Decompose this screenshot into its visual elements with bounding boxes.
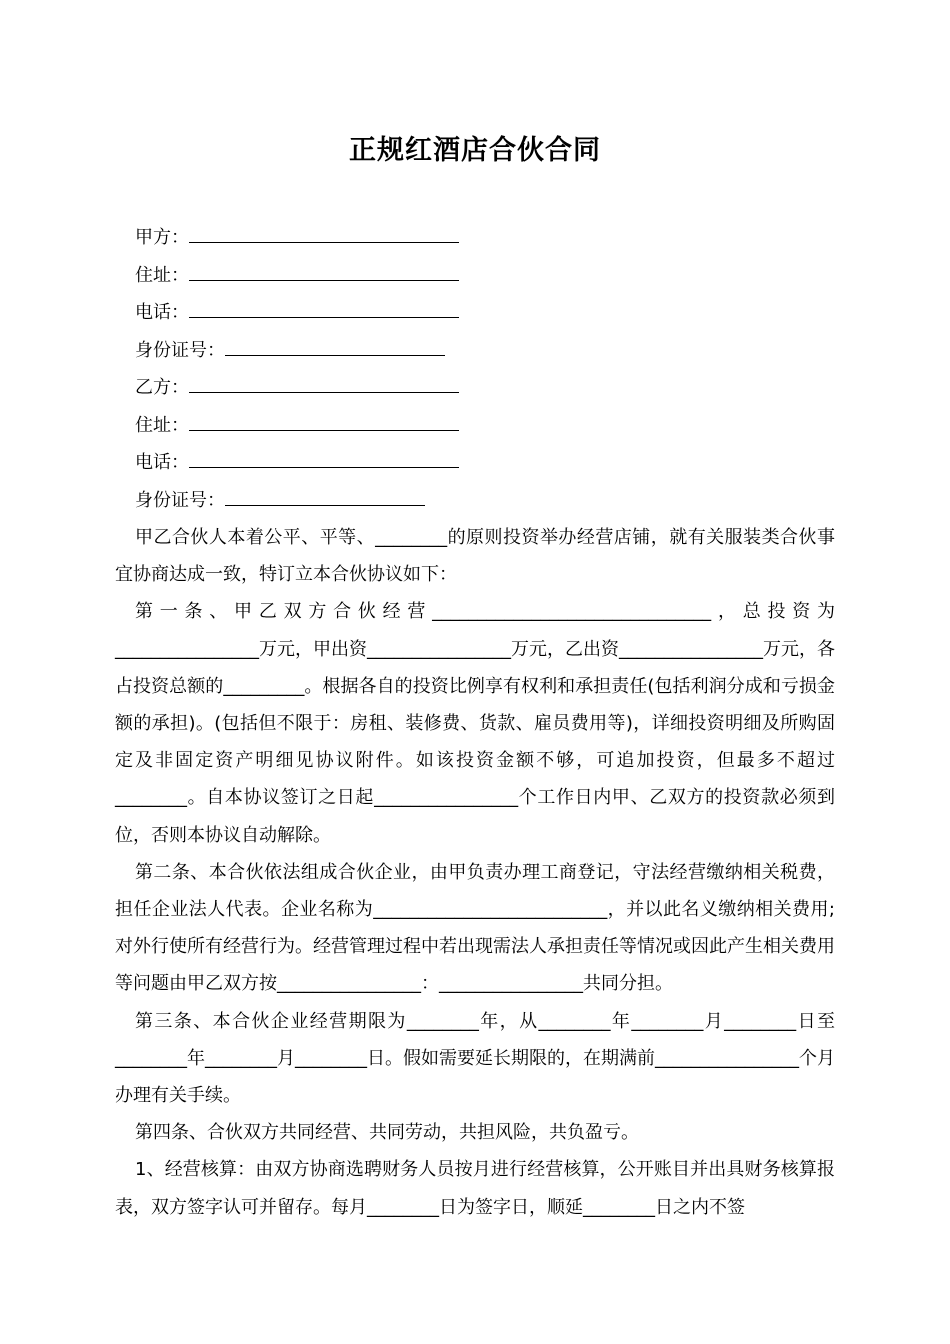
field-label: 住址： xyxy=(135,414,189,436)
field-label: 电话： xyxy=(135,452,189,473)
field-label: 电话： xyxy=(135,302,189,323)
field-label: 乙方： xyxy=(135,377,189,398)
field-label: 甲方： xyxy=(135,227,189,248)
article-4-item-1-paragraph: 1、经营核算：由双方协商选聘财务人员按月进行经营核算，公开账目并出具财务核算报表，双方签字认可并留存。每月________日为签字日，顺延________日之内不签 xyxy=(115,1159,835,1218)
field-label: 身份证号： xyxy=(135,489,225,511)
article-2-paragraph: 第二条、本合伙依法组成合伙企业，由甲负责办理工商登记，守法经营缴纳相关税费，担任企业法人代表。企业名称为__________________________，并以此名义缴纳相关费用;对外行使所有经营行为。经营管理过程中若出现需法人承担责任等情况或因此产生相关费用等问题由甲乙双方按________________：________________共同分担。 xyxy=(115,861,835,995)
blank-line xyxy=(225,338,445,356)
party-b-name-field xyxy=(135,373,835,411)
party-a-phone-field xyxy=(135,298,835,336)
blank-line xyxy=(189,263,459,281)
party-a-name-field xyxy=(135,223,835,261)
field-label: 住址： xyxy=(135,264,189,286)
article-3-paragraph: 第三条、本合伙企业经营期限为________年，从________年________月________日至________年________月________日。假如需要延长期限的，在期满前________________个月办理有关手续。 xyxy=(115,1010,835,1107)
blank-line xyxy=(189,413,459,431)
blank-line xyxy=(189,375,459,393)
blank-line xyxy=(189,300,459,318)
contract-body xyxy=(115,519,835,1226)
article-1-paragraph: 第一条、甲乙双方合伙经营_______________________________，总投资为________________万元，甲出资________________万元，乙出资________________万元，各占投资总额的_________。根据各自的投资比例享有权利和承担责任(包括利润分成和亏损金额的承担)。(包括但不限于：房租、装修费、货款、雇员费用等)，详细投资明细及所购固定及非固定资产明细见协议附件。如该投资金额不够，可追加投资，但最多不超过________。自本协议签订之日起________________个工作日内甲、乙双方的投资款必须到位，否则本协议自动解除。 xyxy=(115,601,835,846)
party-a-id-field xyxy=(135,336,835,374)
field-label: 身份证号： xyxy=(135,339,225,361)
blank-line xyxy=(189,225,459,243)
blank-line xyxy=(189,450,459,468)
party-b-address-field xyxy=(135,411,835,449)
party-info-fields xyxy=(135,223,835,523)
article-4-paragraph: 第四条、合伙双方共同经营、共同劳动，共担风险，共负盈亏。 xyxy=(135,1122,639,1144)
party-b-id-field xyxy=(135,486,835,524)
intro-paragraph: 甲乙合伙人本着公平、平等、________的原则投资举办经营店铺，就有关服装类合伙事宜协商达成一致，特订立本合伙协议如下： xyxy=(115,527,835,586)
party-a-address-field xyxy=(135,261,835,299)
document-title: 正规红酒店合伙合同 xyxy=(349,135,601,166)
blank-line xyxy=(225,488,425,506)
party-b-phone-field xyxy=(135,448,835,486)
